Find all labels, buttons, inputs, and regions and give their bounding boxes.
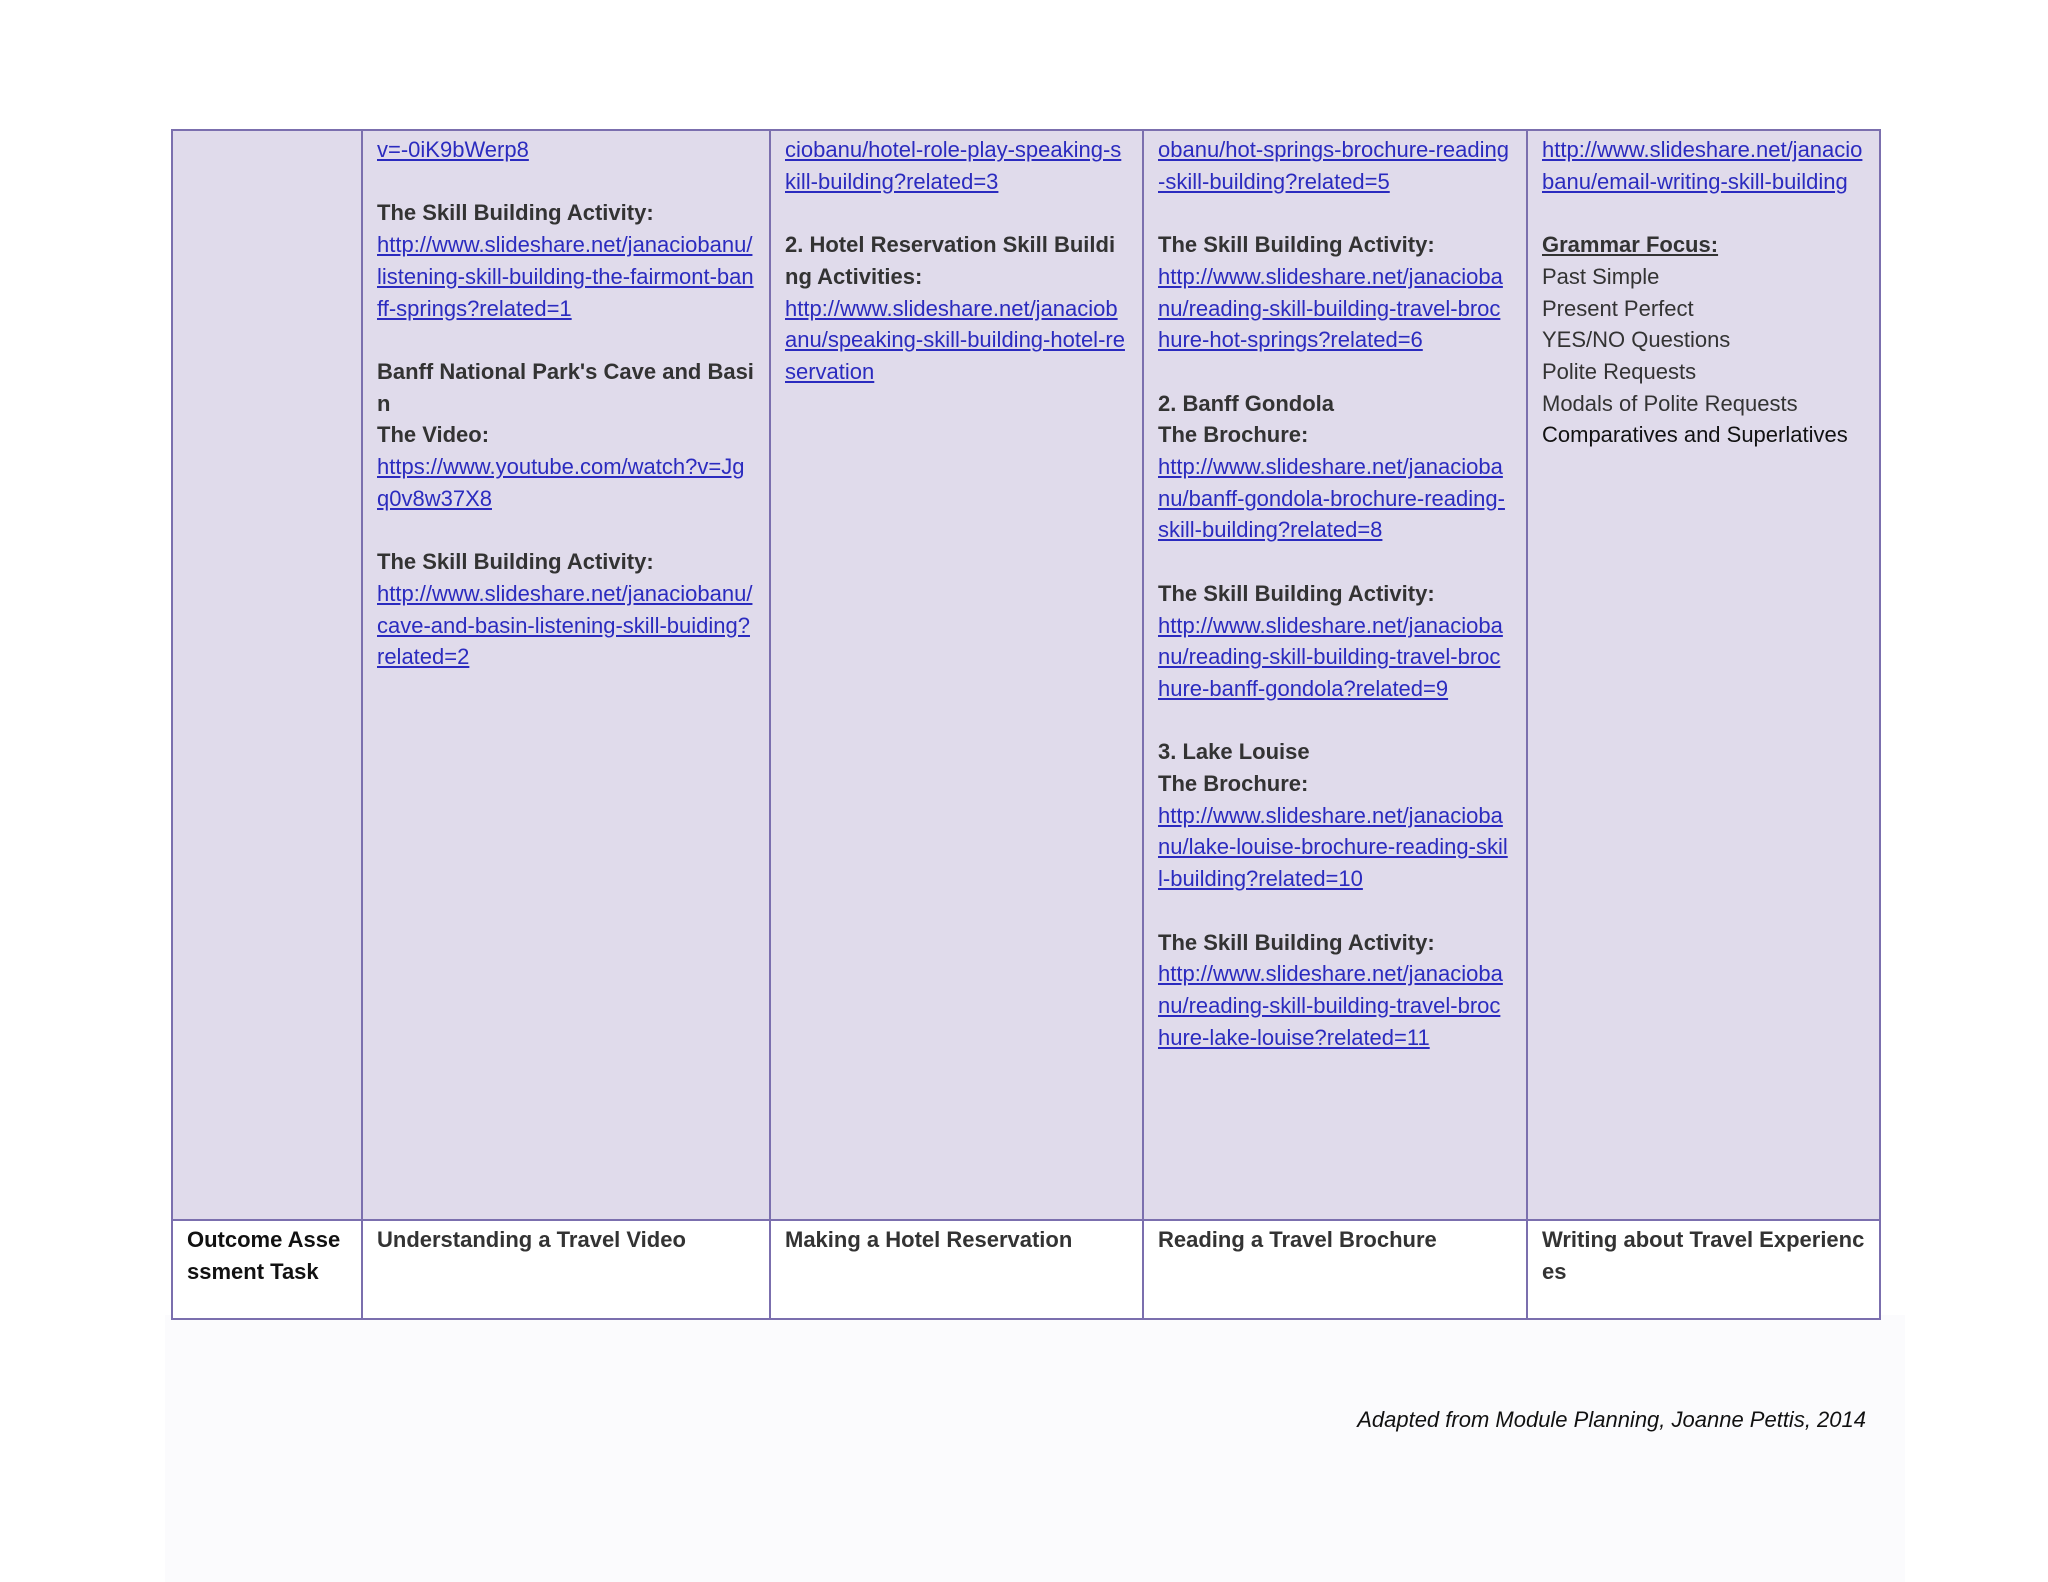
outcome-task-reading: Reading a Travel Brochure xyxy=(1158,1227,1437,1252)
skill-building-row xyxy=(172,130,1880,1220)
grammar-item: Modals of Polite Requests xyxy=(1542,390,1798,416)
hot-springs-activity-link[interactable]: http://www.slideshare.net/janaciobanu/reading-skill-building-travel-brochure-hot-springs?related=6 xyxy=(1158,263,1503,353)
outcome-task-cell xyxy=(1527,1220,1880,1319)
hotel-reservation-heading: 2. Hotel Reservation Skill Building Activities: xyxy=(785,232,1116,289)
hotel-role-play-link[interactable]: ciobanu/hotel-role-play-speaking-skill-building?related=3 xyxy=(785,137,1122,194)
module-plan-table xyxy=(171,129,1881,1320)
outcome-assessment-row xyxy=(172,1220,1880,1319)
page-background-shade xyxy=(165,1315,1905,1582)
banff-gondola-brochure-link[interactable]: http://www.slideshare.net/janaciobanu/banff-gondola-brochure-reading-skill-building?related=8 xyxy=(1158,454,1505,543)
cave-basin-listening-link[interactable]: http://www.slideshare.net/janaciobanu/cave-and-basin-listening-skill-buiding?related=2 xyxy=(377,580,753,670)
outcome-label-cell xyxy=(172,1220,362,1319)
activity-label: The Skill Building Activity: xyxy=(1158,580,1435,606)
writing-column-cell xyxy=(1527,130,1880,1220)
lake-louise-heading: 3. Lake Louise xyxy=(1158,739,1310,765)
outcome-task-cell xyxy=(1143,1220,1527,1319)
activity-label: The Skill Building Activity: xyxy=(377,549,654,575)
activity-label: The Skill Building Activity: xyxy=(377,200,654,226)
reading-column-cell xyxy=(1143,130,1527,1220)
brochure-label: The Brochure: xyxy=(1158,771,1309,796)
grammar-item-comparatives: Comparatives and Superlatives xyxy=(1542,422,1848,448)
fairmont-listening-link[interactable]: http://www.slideshare.net/janaciobanu/listening-skill-building-the-fairmont-banff-springs?related=1 xyxy=(377,232,754,321)
outcome-task-cell xyxy=(770,1220,1143,1319)
grammar-item: Past Simple xyxy=(1542,263,1660,289)
footer-citation: Adapted from Module Planning, Joanne Pettis, 2014 xyxy=(1357,1407,1866,1432)
email-writing-link[interactable]: http://www.slideshare.net/janaciobanu/email-writing-skill-building xyxy=(1542,137,1863,194)
video-label: The Video: xyxy=(377,422,490,448)
lake-louise-brochure-link[interactable]: http://www.slideshare.net/janaciobanu/lake-louise-brochure-reading-skill-building?related=10 xyxy=(1158,802,1508,892)
activity-label: The Skill Building Activity: xyxy=(1158,929,1435,955)
outcome-task-cell xyxy=(362,1220,770,1319)
cave-basin-video-link[interactable]: https://www.youtube.com/watch?v=Jgq0v8w37X8 xyxy=(377,454,745,511)
lake-louise-activity-link[interactable]: http://www.slideshare.net/janaciobanu/reading-skill-building-travel-brochure-lake-louise?related=11 xyxy=(1158,961,1503,1050)
grammar-item: Polite Requests xyxy=(1542,358,1697,384)
grammar-item: YES/NO Questions xyxy=(1542,327,1731,353)
outcome-task-listening: Understanding a Travel Video xyxy=(377,1227,686,1252)
grammar-item: Present Perfect xyxy=(1542,295,1694,321)
grammar-focus-heading: Grammar Focus: xyxy=(1542,232,1719,258)
hot-springs-brochure-link[interactable]: obanu/hot-springs-brochure-reading-skill-building?related=5 xyxy=(1158,137,1509,194)
banff-gondola-heading: 2. Banff Gondola xyxy=(1158,390,1334,416)
brochure-label: The Brochure: xyxy=(1158,422,1309,448)
speaking-column-cell xyxy=(770,130,1143,1220)
youtube-link-continued[interactable]: v=-0iK9bWerp8 xyxy=(377,137,529,162)
outcome-task-writing: Writing about Travel Experiences xyxy=(1542,1227,1865,1284)
cave-basin-heading: Banff National Park's Cave and Basin xyxy=(377,358,754,416)
listening-column-cell xyxy=(362,130,770,1220)
banff-gondola-activity-link[interactable]: http://www.slideshare.net/janaciobanu/reading-skill-building-travel-brochure-banff-gondola?related=9 xyxy=(1158,612,1503,701)
row-label-cell-empty xyxy=(172,130,362,1220)
activity-label: The Skill Building Activity: xyxy=(1158,232,1435,258)
outcome-label: Outcome Assessment Task xyxy=(187,1227,341,1284)
hotel-reservation-link[interactable]: http://www.slideshare.net/janaciobanu/speaking-skill-building-hotel-reservation xyxy=(785,295,1125,384)
outcome-task-speaking: Making a Hotel Reservation xyxy=(785,1227,1073,1252)
